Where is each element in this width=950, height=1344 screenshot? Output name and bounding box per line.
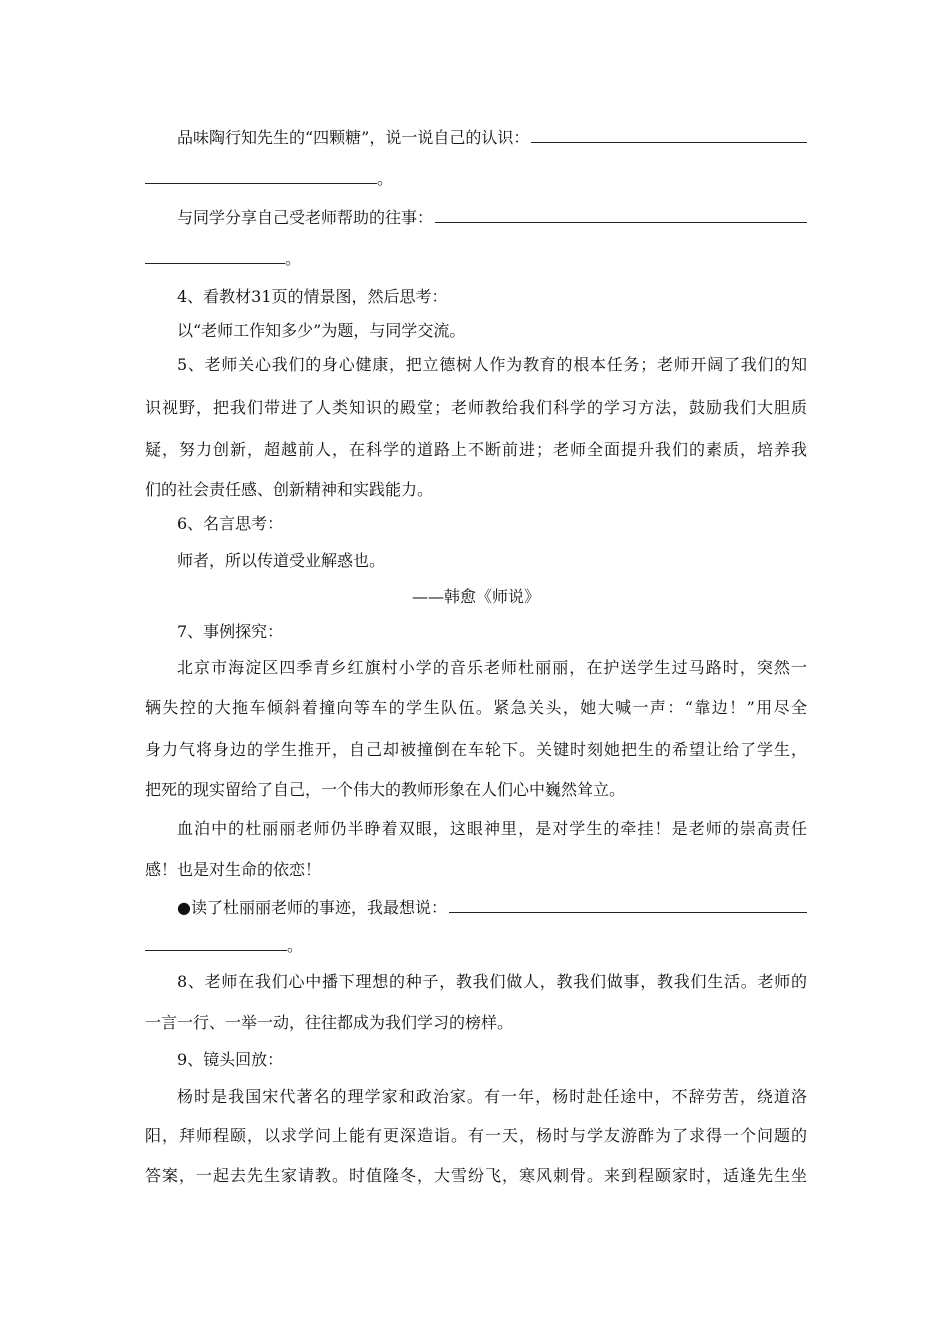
item7-story-line: 把死的现实留给了自己，一个伟大的教师形象在人们心中巍然耸立。 <box>145 780 626 799</box>
question-four-candies-text: 品味陶行知先生的“四颗糖”，说一说自己的认识： <box>177 128 530 147</box>
item7-story2-line: 血泊中的杜丽丽老师仍半睁着双眼，这眼神里，是对学生的牵挂！是老师的崇高责任 <box>177 819 807 838</box>
item6-source: ——韩愈《师说》 <box>411 587 540 606</box>
item5-line: 们的社会责任感、创新精神和实践能力。 <box>145 480 434 499</box>
period: 。 <box>285 249 302 268</box>
item6-quote: 师者，所以传道受业解惑也。 <box>177 551 386 570</box>
item4-heading: 4、看教材31页的情景图，然后思考： <box>177 287 448 306</box>
item9-line: 答案，一起去先生家请教。时值隆冬，大雪纷飞，寒风刺骨。来到程颐家时，适逢先生坐 <box>145 1166 807 1185</box>
period: 。 <box>377 169 394 188</box>
item9-line: 阳，拜师程颐，以求学问上能有更深造诣。有一天，杨时与学友游酢为了求得一个问题的 <box>145 1126 807 1145</box>
item7-story2-line: 感！也是对生命的依恋！ <box>145 860 322 879</box>
item7-prompt-text: ●读了杜丽丽老师的事迹，我最想说： <box>177 898 447 917</box>
item7-story-line: 北京市海淀区四季青乡红旗村小学的音乐老师杜丽丽，在护送学生过马路时，突然一 <box>177 658 807 677</box>
answer-blank[interactable] <box>145 169 377 184</box>
item7-story-line: 身力气将身边的学生推开，自己却被撞倒在车轮下。关键时刻她把生的希望让给了学生， <box>145 740 807 759</box>
answer-line-continued <box>145 248 807 270</box>
question-four-candies <box>145 127 807 149</box>
item8-line: 8、老师在我们心中播下理想的种子，教我们做人，教我们做事，教我们生活。老师的 <box>177 972 807 991</box>
question-teacher-help-text: 与同学分享自己受老师帮助的往事： <box>177 208 434 227</box>
answer-blank[interactable] <box>145 249 285 264</box>
item5-line: 5、老师关心我们的身心健康，把立德树人作为教育的根本任务；老师开阔了我们的知 <box>177 355 807 374</box>
answer-blank[interactable] <box>435 208 807 223</box>
item9-heading: 9、镜头回放： <box>177 1050 284 1069</box>
item9-line: 杨时是我国宋代著名的理学家和政治家。有一年，杨时赴任途中，不辞劳苦，绕道洛 <box>177 1087 807 1106</box>
item4-text: 以“老师工作知多少”为题，与同学交流。 <box>177 321 466 340</box>
answer-blank[interactable] <box>531 128 807 143</box>
answer-blank[interactable] <box>145 936 287 951</box>
period: 。 <box>287 936 304 955</box>
item5-line: 识视野，把我们带进了人类知识的殿堂；老师教给我们科学的学习方法，鼓励我们大胆质 <box>145 398 807 417</box>
question-teacher-help <box>145 207 807 229</box>
item7-heading: 7、事例探究： <box>177 622 284 641</box>
item7-story-line: 辆失控的大拖车倾斜着撞向等车的学生队伍。紧急关头，她大喊一声：“靠边！”用尽全 <box>145 698 807 717</box>
item7-prompt <box>145 897 807 919</box>
item6-heading: 6、名言思考： <box>177 514 284 533</box>
item5-line: 疑，努力创新，超越前人，在科学的道路上不断前进；老师全面提升我们的素质，培养我 <box>145 440 807 459</box>
answer-line-continued <box>145 168 807 190</box>
answer-line-continued <box>145 935 807 957</box>
item8-line: 一言一行、一举一动，往往都成为我们学习的榜样。 <box>145 1013 514 1032</box>
answer-blank[interactable] <box>449 898 807 913</box>
